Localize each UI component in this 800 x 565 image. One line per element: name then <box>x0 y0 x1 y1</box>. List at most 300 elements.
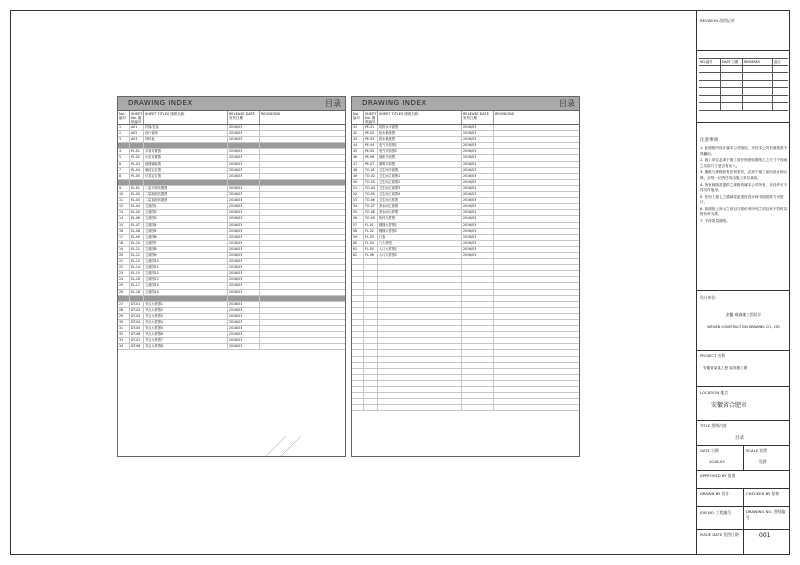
cell-revisions <box>494 229 579 234</box>
cell-title: 立面图5 <box>144 229 228 234</box>
cell-title: 节点大样图1 <box>144 302 228 307</box>
cell-title: 节点大样图2 <box>144 308 228 313</box>
cell-date: 2016/03 <box>228 283 260 288</box>
cell-sheet: PE-04 <box>364 143 378 148</box>
cell-revisions <box>494 137 579 142</box>
cell-title: 卫生间大样图 <box>378 198 462 203</box>
company-name-en: WEISEN CONSTRUCTION DRAWING CO., LTD <box>707 325 780 329</box>
cell-sheet: DT-04 <box>130 320 144 325</box>
cell-revisions <box>494 168 579 173</box>
cell-no: 21 <box>118 259 130 264</box>
index-column-headers <box>352 111 579 125</box>
cell-no: 13 <box>118 210 130 215</box>
revision-heading: REVISION 改图记录 <box>700 18 735 23</box>
cell-title: 节点大样图6 <box>144 332 228 337</box>
checked-label: CHECKED BY 复核 <box>746 491 780 496</box>
cell-date: 2016/03 <box>228 131 260 136</box>
cell-title: 节点大样图8 <box>144 344 228 349</box>
title-value: 目录 <box>735 436 744 441</box>
cell-date: 2016/03 <box>228 223 260 228</box>
cell-no: 5 <box>118 155 130 160</box>
cell-revisions <box>494 143 579 148</box>
cell-revisions <box>260 290 345 295</box>
cell-date <box>228 296 260 301</box>
cell-title: 节点大样图4 <box>144 320 228 325</box>
cell-date: 2016/03 <box>228 277 260 282</box>
cell-sheet: EL-16 <box>130 277 144 282</box>
cell-date: 2016/03 <box>228 229 260 234</box>
cell-date: 2016/03 <box>462 223 494 228</box>
cell-title: 立面图1 <box>144 204 228 209</box>
cell-sheet: PL-02 <box>130 155 144 160</box>
cell-no: 53 <box>352 198 364 203</box>
cell-sheet: PE-02 <box>364 131 378 136</box>
cell-no: 59 <box>352 235 364 240</box>
cell-no: 10 <box>118 192 130 197</box>
cell-no: 49 <box>352 174 364 179</box>
job-label: JOB NO. 工程编号 <box>700 510 732 515</box>
cell-title: 立面图10 <box>144 259 228 264</box>
cell-revisions <box>494 216 579 221</box>
cell-title: 二层平面布置图 <box>144 186 228 191</box>
cell-revisions <box>494 162 579 167</box>
cell-no: 14 <box>118 216 130 221</box>
cell-revisions <box>494 192 579 197</box>
cell-revisions <box>260 223 345 228</box>
cell-sheet: PL-05 <box>130 174 144 179</box>
cell-revisions <box>494 131 579 136</box>
cell-date: 2016/03 <box>228 247 260 252</box>
index-row <box>118 344 345 350</box>
cell-title: 卫生间立面图2 <box>378 180 462 185</box>
cell-sheet: FL-01 <box>364 223 378 228</box>
cell-title: 卫生间立面图3 <box>378 186 462 191</box>
cell-date: 2016/03 <box>228 265 260 270</box>
cell-sheet: FL-06 <box>364 253 378 258</box>
cell-sheet: EL-13 <box>130 259 144 264</box>
cell-date: 2016/03 <box>228 125 260 130</box>
cell-date: 2016/03 <box>462 149 494 154</box>
index-rows <box>352 125 579 411</box>
cell-no: 16 <box>118 229 130 234</box>
cell-title: 门大样图 <box>378 241 462 246</box>
cell-date: 2016/03 <box>462 241 494 246</box>
cell-title: 立面图4 <box>144 223 228 228</box>
cell-date: 2016/03 <box>462 180 494 185</box>
cell-no: 18 <box>118 241 130 246</box>
cell-title: 照明平面图 <box>378 162 462 167</box>
cell-sheet: TO-02 <box>364 174 378 179</box>
cell-sheet: TO-05 <box>364 192 378 197</box>
cell-revisions <box>260 174 345 179</box>
cell-revisions <box>260 216 345 221</box>
cell-revisions <box>260 332 345 337</box>
cell-title: 卫生间立面图4 <box>378 192 462 197</box>
cell-title: 给排水平面图 <box>378 125 462 130</box>
cell-revisions <box>260 308 345 313</box>
company-label: 设计单位: <box>700 295 717 300</box>
cell-title: 立面图14 <box>144 283 228 288</box>
index-column-headers <box>118 111 345 125</box>
cell-revisions <box>260 326 345 331</box>
scale-value: 见图 <box>759 459 767 464</box>
revision-row <box>699 88 788 96</box>
cell-date: 2016/03 <box>228 302 260 307</box>
cell-sheet: EL-10 <box>130 241 144 246</box>
cell-no: 55 <box>352 210 364 215</box>
cell-date: 2016/03 <box>228 338 260 343</box>
cell-no: 61 <box>352 247 364 252</box>
cell-sheet: A03 <box>130 137 144 142</box>
cell-sheet: EL-15 <box>130 271 144 276</box>
cell-revisions <box>260 296 345 301</box>
cell-sheet: EL-18 <box>130 290 144 295</box>
cell-date: 2016/03 <box>228 186 260 191</box>
cell-date: 2016/03 <box>462 198 494 203</box>
cell-sheet: PE-07 <box>364 162 378 167</box>
cell-no: 48 <box>352 168 364 173</box>
col-sheet-title: SHEET TITLES 图纸名称 <box>144 111 228 124</box>
cell-date: 2016/03 <box>462 131 494 136</box>
cell-no: 33 <box>118 338 130 343</box>
cell-no: 57 <box>352 223 364 228</box>
cell-title: 卫生间平面图 <box>378 168 462 173</box>
col-no: No. 编号 <box>352 111 364 124</box>
cell-revisions <box>260 168 345 173</box>
cell-no: 34 <box>118 344 130 349</box>
cell-no: 54 <box>352 204 364 209</box>
cell-sheet: TO-09 <box>364 216 378 221</box>
cell-date: 2016/03 <box>228 192 260 197</box>
cell-no: 27 <box>118 302 130 307</box>
cell-revisions <box>260 265 345 270</box>
cell-sheet: PL-03 <box>130 162 144 167</box>
cell-revisions <box>494 241 579 246</box>
cell-title: 立面图8 <box>144 247 228 252</box>
drawing-no-label: DRAWING NO. 图纸编号 <box>746 509 786 520</box>
cell-no: 31 <box>118 326 130 331</box>
cell-no: 8 <box>118 174 130 179</box>
cell-no: 6 <box>118 162 130 167</box>
cell-no: 3 <box>118 137 130 142</box>
cell-no <box>118 180 130 185</box>
revision-row <box>699 73 788 81</box>
cell-title: 给水系统图 <box>378 131 462 136</box>
cell-date: 2016/03 <box>228 162 260 167</box>
cell-sheet <box>130 296 144 301</box>
cell-date: 2016/03 <box>228 344 260 349</box>
cell-no: 46 <box>352 155 364 160</box>
cell-sheet: FL-04 <box>364 241 378 246</box>
drawn-label: DRAWN BY 设计 <box>700 491 730 496</box>
cell-sheet: A02 <box>130 131 144 136</box>
cell-no: 47 <box>352 162 364 167</box>
cell-no <box>118 143 130 148</box>
cell-sheet: TO-06 <box>364 198 378 203</box>
company-name-cn: 安徽-威森施工图设计 <box>725 312 762 317</box>
cell-sheet: PE-03 <box>364 137 378 142</box>
revision-row <box>699 81 788 89</box>
cell-title: 灯具定位图 <box>144 174 228 179</box>
cell-revisions <box>260 338 345 343</box>
cell-no: 1 <box>118 125 130 130</box>
cell-title: 卫生间立面图1 <box>378 174 462 179</box>
cell-date: 2016/03 <box>228 320 260 325</box>
cell-sheet <box>130 180 144 185</box>
col-sheet-no: SHEET No. 图纸编号 <box>365 112 377 125</box>
cell-no: 7 <box>118 168 130 173</box>
cell-date: 2016/03 <box>462 253 494 258</box>
cell-no: 4 <box>118 149 130 154</box>
cell-no: 60 <box>352 241 364 246</box>
cell-sheet: TO-04 <box>364 186 378 191</box>
cell-date <box>228 180 260 185</box>
index-title-cn: 目录 <box>559 99 575 108</box>
cell-revisions <box>494 125 579 130</box>
cell-title: 平面布置图 <box>144 149 228 154</box>
cell-title: 立面图12 <box>144 271 228 276</box>
note-item: 6. 如图纸上所示之项目与报价单所列之项目有不符时以报价单为准。 <box>700 206 788 217</box>
col-sheet-title: SHEET TITLES 图纸名称 <box>378 111 462 124</box>
cell-title: 立面图2 <box>144 210 228 215</box>
cell-no: 19 <box>118 247 130 252</box>
cell-revisions <box>494 198 579 203</box>
cell-sheet: EL-06 <box>130 216 144 221</box>
cell-revisions <box>494 180 579 185</box>
cell-sheet: FL-02 <box>364 229 378 234</box>
index-title-en: DRAWING INDEX <box>128 99 193 107</box>
date-value: 2016.03 <box>709 459 725 464</box>
cell-revisions <box>494 253 579 258</box>
cell-revisions <box>260 192 345 197</box>
cell-sheet: PE-01 <box>364 125 378 130</box>
cell-date: 2016/03 <box>228 168 260 173</box>
cell-revisions <box>494 210 579 215</box>
index-rows <box>118 125 345 350</box>
cell-revisions <box>260 155 345 160</box>
cell-no: 41 <box>352 125 364 130</box>
cell-date: 2016/03 <box>462 204 494 209</box>
cell-date: 2016/03 <box>462 143 494 148</box>
cell-revisions <box>260 314 345 319</box>
cell-sheet: EL-02 <box>130 192 144 197</box>
cell-title: 二层顶面布置图 <box>144 198 228 203</box>
cell-no: 26 <box>118 290 130 295</box>
cell-sheet: TO-03 <box>364 180 378 185</box>
cell-revisions <box>260 204 345 209</box>
cell-revisions <box>260 198 345 203</box>
note-item: 7. 不得度量图纸。 <box>700 218 730 223</box>
cell-no: 15 <box>118 223 130 228</box>
cell-sheet: EL-08 <box>130 229 144 234</box>
cell-sheet: EL-07 <box>130 223 144 228</box>
revision-row <box>699 103 788 111</box>
cell-title: 立面图3 <box>144 216 228 221</box>
cell-revisions <box>494 223 579 228</box>
cell-title <box>144 296 228 301</box>
cell-title: 材料表 <box>144 137 228 142</box>
cell-revisions <box>260 149 345 154</box>
cell-no: 52 <box>352 192 364 197</box>
col-revisions: REVISIONS <box>495 112 514 116</box>
cell-sheet: DT-02 <box>130 308 144 313</box>
cell-title: 墙体定位图 <box>144 168 228 173</box>
cell-sheet: EL-01 <box>130 186 144 191</box>
index-header <box>352 97 579 111</box>
cell-title: 入口大样图2 <box>378 253 462 258</box>
location-value: 安徽省合肥市 <box>711 402 748 409</box>
cell-date: 2016/03 <box>228 235 260 240</box>
cell-sheet: FL-05 <box>364 247 378 252</box>
cell-date: 2016/03 <box>462 168 494 173</box>
cell-date: 2016/03 <box>228 155 260 160</box>
cell-sheet: TO-07 <box>364 204 378 209</box>
cell-revisions <box>494 186 579 191</box>
cell-no: 23 <box>118 271 130 276</box>
cell-date: 2016/03 <box>462 186 494 191</box>
cell-revisions <box>494 174 579 179</box>
cell-revisions <box>260 210 345 215</box>
cell-revisions <box>260 137 345 142</box>
cell-title <box>144 143 228 148</box>
cell-date: 2016/03 <box>462 216 494 221</box>
cell-revisions <box>260 277 345 282</box>
cell-date: 2016/03 <box>228 204 260 209</box>
cell-date: 2016/03 <box>228 326 260 331</box>
col-release-date: RELEASE DATE 发布日期 <box>228 111 260 124</box>
cell-date: 2016/03 <box>462 125 494 130</box>
cell-title: 柜体大样图 <box>378 216 462 221</box>
cell-date: 2016/03 <box>462 192 494 197</box>
cell-sheet: DT-05 <box>130 326 144 331</box>
cell-sheet: EL-17 <box>130 283 144 288</box>
drawing-number: 001 <box>759 532 771 539</box>
cell-sheet: EL-11 <box>130 247 144 252</box>
cell-no: 51 <box>352 186 364 191</box>
cell-no: 42 <box>352 131 364 136</box>
cell-sheet: PE-06 <box>364 155 378 160</box>
revision-row <box>699 66 788 74</box>
col-sheet-no: SHEET No. 图纸编号 <box>131 112 143 125</box>
cell-date: 2016/03 <box>462 210 494 215</box>
cell-sheet: FL-03 <box>364 235 378 240</box>
cell-revisions <box>260 241 345 246</box>
cell-no: 24 <box>118 277 130 282</box>
issue-date-label: ISSUE DATE 发图日期 <box>700 532 739 537</box>
cell-no: 50 <box>352 180 364 185</box>
cell-date: 2016/03 <box>228 314 260 319</box>
cell-revisions <box>260 186 345 191</box>
cell-revisions <box>260 235 345 240</box>
drawing-index-sheet-left <box>117 96 346 457</box>
cell-sheet: DT-08 <box>130 344 144 349</box>
title-block <box>697 10 790 555</box>
cell-date: 2016/03 <box>228 149 260 154</box>
cell-title: 排水系统图 <box>378 137 462 142</box>
cell-title: 立面图11 <box>144 265 228 270</box>
cell-date: 2016/03 <box>228 241 260 246</box>
cell-date: 2016/03 <box>228 198 260 203</box>
col-revisions: REVISIONS <box>261 112 280 116</box>
cell-sheet: TO-08 <box>364 210 378 215</box>
cell-no: 62 <box>352 253 364 258</box>
note-item: 3. 图纸与规格如有任何差异，必须于施工前向设计师反映，否则一切责任均由施工单位承担。 <box>700 170 788 180</box>
notes-section <box>700 138 788 226</box>
cell-revisions <box>260 143 345 148</box>
cell-no: 30 <box>118 320 130 325</box>
cell-date: 2016/03 <box>228 253 260 258</box>
cell-title: 茶水间立面图 <box>378 204 462 209</box>
cell-revisions <box>494 149 579 154</box>
cell-date: 2016/03 <box>228 174 260 179</box>
cell-no: 56 <box>352 216 364 221</box>
cell-revisions <box>260 320 345 325</box>
cell-sheet: DT-03 <box>130 314 144 319</box>
cell-revisions <box>260 283 345 288</box>
cell-revisions <box>260 125 345 130</box>
cell-no: 2 <box>118 131 130 136</box>
cell-no: 17 <box>118 235 130 240</box>
cell-no: 12 <box>118 204 130 209</box>
cell-title: 天花布置图 <box>144 155 228 160</box>
cell-sheet: EL-04 <box>130 204 144 209</box>
cell-revisions <box>260 180 345 185</box>
cell-date: 2016/03 <box>228 332 260 337</box>
index-title-cn: 目录 <box>325 99 341 108</box>
cell-title <box>144 180 228 185</box>
cell-no: 11 <box>118 198 130 203</box>
cell-title: 楼梯大样图2 <box>378 229 462 234</box>
cell-revisions <box>260 344 345 349</box>
rev-col-remarks: REMARKS <box>743 59 773 65</box>
cell-date: 2016/03 <box>228 271 260 276</box>
cell-revisions <box>494 155 579 160</box>
cell-sheet: TO-01 <box>364 168 378 173</box>
cell-revisions <box>260 271 345 276</box>
cell-revisions <box>260 162 345 167</box>
cell-date: 2016/03 <box>228 210 260 215</box>
cell-revisions <box>260 259 345 264</box>
cell-date <box>228 143 260 148</box>
cell-title: 插座平面图 <box>378 155 462 160</box>
cell-revisions <box>260 229 345 234</box>
cell-no: 44 <box>352 143 364 148</box>
cell-no: 45 <box>352 149 364 154</box>
cell-title: 立面图13 <box>144 277 228 282</box>
cell-sheet: EL-03 <box>130 198 144 203</box>
cell-no: 32 <box>118 332 130 337</box>
note-item: 2. 施工单位必须于施工前仔细查验图纸上之尺寸于现场之实际尺寸是否有出入。 <box>700 158 788 168</box>
location-label: LOCATION 地点 <box>700 390 728 395</box>
note-item: 4. 所有载图及提供之规格均属本公司所有，未经许可不得另作他用。 <box>700 182 788 192</box>
cell-revisions <box>494 235 579 240</box>
cell-sheet: DT-01 <box>130 302 144 307</box>
col-release-date: RELEASE DATE 发布日期 <box>462 111 494 124</box>
cell-sheet: PE-05 <box>364 149 378 154</box>
note-item: 1. 此图纸内设计属本公司版权，未经本公司书面批准不得翻用。 <box>700 146 788 156</box>
cell-no <box>118 296 130 301</box>
index-header <box>118 97 345 111</box>
cell-date: 2016/03 <box>228 290 260 295</box>
blank-row <box>352 405 579 411</box>
cell-revisions <box>260 253 345 258</box>
cell-date: 2016/03 <box>462 247 494 252</box>
cell-title: 二层地面布置图 <box>144 192 228 197</box>
notes-heading: 注意事项 <box>700 138 718 143</box>
rev-col-notes: 备注 <box>774 60 781 64</box>
cell-date: 2016/03 <box>462 229 494 234</box>
cell-sheet: A01 <box>130 125 144 130</box>
